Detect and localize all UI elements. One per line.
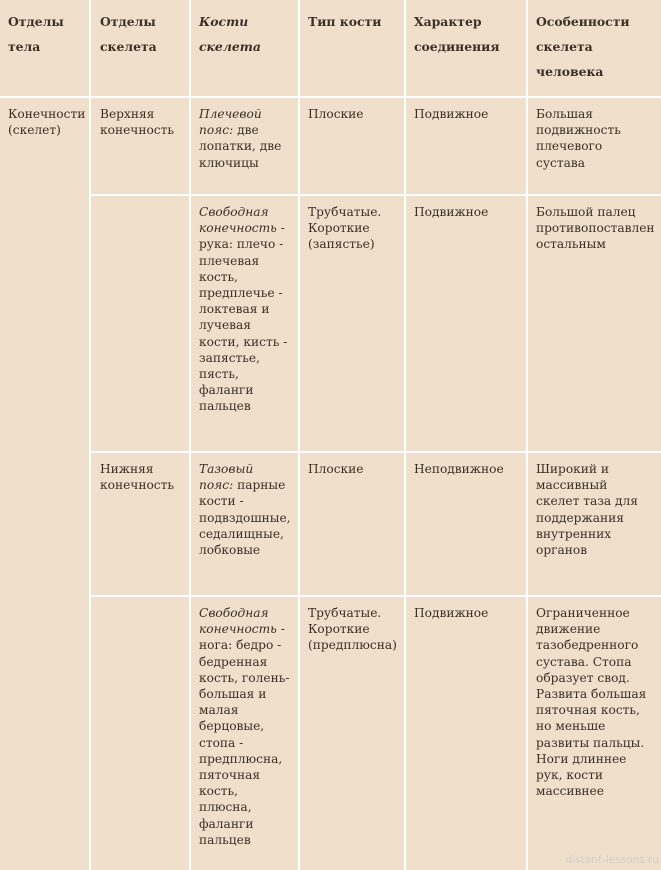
type-free-arm: Трубчатые. Короткие (запястье) [300, 196, 404, 451]
bones-label: Плечевой пояс: [199, 107, 262, 138]
header-joint-type: Характер соединения [406, 0, 526, 96]
bones-label: Свободная конечность [199, 205, 277, 236]
section-lower-limb-cont [91, 597, 189, 870]
joint-free-arm: Подвижное [406, 196, 526, 451]
feature-pelvic-girdle: Широкий и массивный скелет таза для поддержания внутренних органов [528, 453, 661, 595]
bones-shoulder-girdle [191, 98, 298, 194]
type-pelvic-girdle: Плоские [300, 453, 404, 595]
bones-text: - рука: плечо - плечевая кость, предплечье - локтевая и лучевая кости, кисть - запястье, пясть, фаланги пальцев [199, 221, 288, 414]
joint-free-leg: Подвижное [406, 597, 526, 870]
feature-shoulder-girdle: Большая подвижность плечевого сустава [528, 98, 661, 194]
type-free-leg: Трубчатые. Короткие (предплюсна) [300, 597, 404, 870]
section-upper-limb-cont [91, 196, 189, 451]
watermark: distant-lessons.ru [565, 854, 659, 866]
header-skeleton-bones: Кости скелета [191, 0, 298, 96]
section-upper-limb: Верхняя конечность [91, 98, 189, 194]
joint-pelvic-girdle: Неподвижное [406, 453, 526, 595]
bones-text: - нога: бедро - бедренная кость, голень- большая и малая берцовые, стопа - предплюсна, пяточная кость, плюсна, фаланги пальцев [199, 622, 290, 847]
header-skeleton-sections: Отделы скелета [91, 0, 189, 96]
type-shoulder-girdle: Плоские [300, 98, 404, 194]
bones-label: Свободная конечность [199, 606, 277, 637]
bones-label: Тазовый пояс: [199, 462, 254, 493]
joint-shoulder-girdle: Подвижное [406, 98, 526, 194]
feature-free-leg: Ограниченное движение тазобедренного сустава. Стопа образует свод. Развита большая пяточная кость, но меньше развиты пальцы. Ноги длиннее рук, кости массивнее [528, 597, 661, 870]
header-human-features: Особенности скелета человека [528, 0, 661, 96]
header-bone-type: Тип кости [300, 0, 404, 96]
body-part-cell: Конечности (скелет) [0, 98, 89, 870]
bones-free-arm [191, 196, 298, 451]
section-lower-limb: Нижняя конечность [91, 453, 189, 595]
bones-free-leg [191, 597, 298, 870]
header-body-parts: Отделы тела [0, 0, 89, 96]
bones-text: две лопатки, две ключицы [199, 123, 282, 170]
bones-text: парные кости - подвздошные, седалищные, лобковые [199, 478, 291, 558]
feature-free-arm: Большой палец противопоставлен остальным [528, 196, 661, 451]
bones-pelvic-girdle [191, 453, 298, 595]
